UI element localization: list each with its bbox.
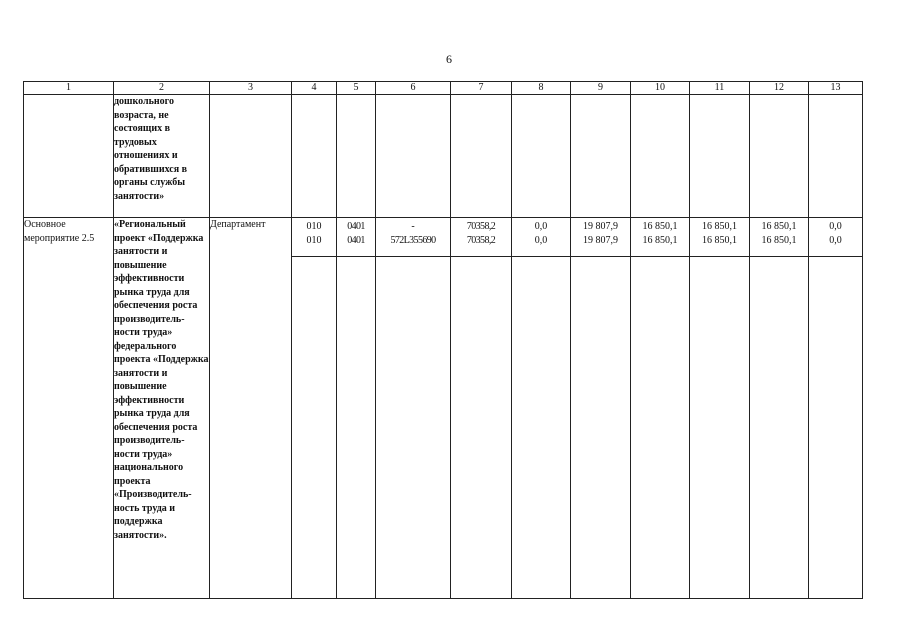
value-year-2: 19 807,9 <box>583 235 618 246</box>
value-year-6: 0,0 <box>829 235 842 246</box>
header-col-5: 5 <box>337 82 376 95</box>
header-col-7: 7 <box>451 82 512 95</box>
responsible-executor: Департамент <box>210 218 292 599</box>
value-year-3: 16 850,1 <box>642 235 678 246</box>
value-year-2: 19 807,9 <box>583 221 618 232</box>
budget-table <box>23 81 863 599</box>
value-year-1: 0,0 <box>534 221 548 232</box>
header-col-10: 10 <box>631 82 690 95</box>
value-year-5: 16 850,1 <box>761 221 797 232</box>
value-total: 70358,2 <box>466 235 496 246</box>
header-col-8: 8 <box>512 82 571 95</box>
table-row <box>24 218 863 599</box>
header-col-3: 3 <box>210 82 292 95</box>
header-col-2: 2 <box>114 82 210 95</box>
measure-title: Основное мероприятие 2.5 <box>24 218 114 599</box>
header-col-12: 12 <box>750 82 809 95</box>
value-year-1: 0,0 <box>534 235 548 246</box>
value-year-4: 16 850,1 <box>702 235 737 246</box>
value-year-5: 16 850,1 <box>761 235 797 246</box>
header-col-1: 1 <box>24 82 114 95</box>
target-article: - <box>411 221 415 232</box>
grbs-code: 010 <box>306 221 322 232</box>
header-row <box>24 82 863 95</box>
target-article: 572L355690 <box>390 235 436 246</box>
table-row <box>24 95 863 218</box>
continuation-description: дошкольного возраста, не состоящих в трудовых отношениях и обратившихся в органы службы занятости» <box>114 95 210 218</box>
section-code: 0401 <box>347 235 365 246</box>
value-year-6: 0,0 <box>829 221 842 232</box>
header-col-9: 9 <box>571 82 631 95</box>
value-year-4: 16 850,1 <box>702 221 737 232</box>
value-year-3: 16 850,1 <box>642 221 678 232</box>
value-total: 70358,2 <box>466 221 496 232</box>
grbs-code: 010 <box>306 235 322 246</box>
header-col-13: 13 <box>809 82 863 95</box>
header-col-6: 6 <box>376 82 451 95</box>
section-code: 0401 <box>347 221 365 232</box>
page-number: 6 <box>446 52 452 66</box>
header-col-4: 4 <box>292 82 337 95</box>
header-col-11: 11 <box>690 82 750 95</box>
measure-description: «Региональный проект «Поддержка занятости и повышение эффективности рынка труда для обеспечения роста производитель-ности труда» федерального проекта «Поддержка занятости и повышение эффективности рынка труда для обеспечения роста производитель-ности труда» национального проекта «Производитель-ность труда и поддержка занятости». <box>114 218 210 599</box>
